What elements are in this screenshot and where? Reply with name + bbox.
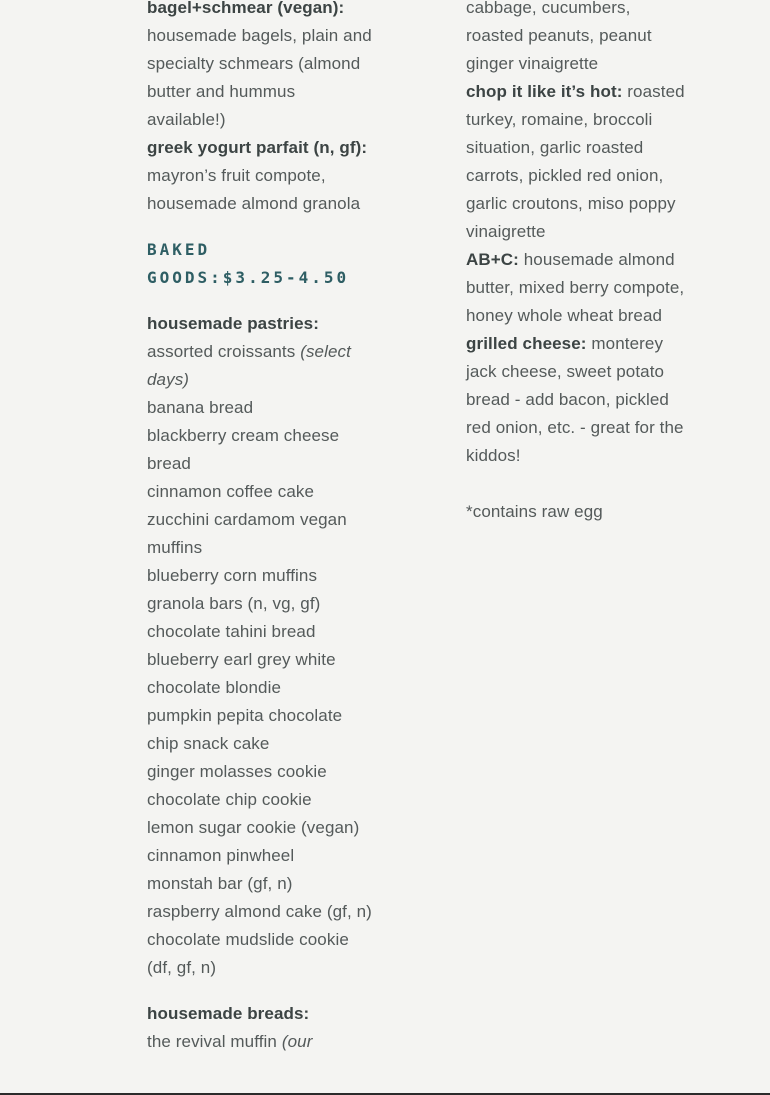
list-item: pumpkin pepita chocolate chip snack cake — [147, 706, 343, 753]
item-description: mayron’s fruit compote, housemade almond granola — [147, 166, 361, 213]
list-item: cinnamon pinwheel — [147, 846, 295, 865]
revival-muffin-note: (our — [281, 1032, 313, 1051]
item-description: housemade almond butter, mixed berry compote, honey whole wheat bread — [466, 250, 685, 325]
list-item: lemon sugar cookie (vegan) — [147, 818, 360, 837]
item-description: monterey jack cheese, sweet potato bread - add bacon, pickled red onion, etc. - great for the kiddos! — [466, 334, 684, 465]
list-item: ginger molasses cookie — [147, 762, 327, 781]
item-name: greek yogurt parfait (n, gf): — [147, 138, 368, 157]
menu-item-abc — [466, 246, 690, 330]
list-item: blueberry corn muffins — [147, 566, 318, 585]
pastry-list — [147, 394, 372, 982]
croissants-text: assorted croissants — [147, 342, 296, 361]
list-item: raspberry almond cake (gf, n) — [147, 902, 372, 921]
spacer — [466, 470, 690, 498]
item-name: chop it like it’s hot: — [466, 82, 623, 101]
revival-muffin-line — [147, 1028, 372, 1056]
item-name: bagel+schmear (vegan): — [147, 0, 345, 17]
menu-item-continuation: cabbage, cucumbers, roasted peanuts, peanut ginger vinaigrette — [466, 0, 652, 73]
list-item: blueberry earl grey white chocolate blondie — [147, 650, 336, 697]
list-item: cinnamon coffee cake — [147, 482, 315, 501]
list-item: granola bars (n, vg, gf) — [147, 594, 321, 613]
item-description: roasted turkey, romaine, broccoli situation, garlic roasted carrots, pickled red onion, garlic croutons, miso poppy vinaigrette — [466, 82, 685, 241]
menu-item-parfait — [147, 134, 372, 218]
croissants-note: (select days) — [147, 342, 351, 389]
list-item: chocolate tahini bread — [147, 622, 316, 641]
right-column — [466, 0, 690, 526]
left-column — [147, 0, 372, 1056]
menu-item-grilled-cheese — [466, 330, 690, 470]
list-item: banana bread — [147, 398, 254, 417]
breads-heading: housemade breads: — [147, 1004, 310, 1023]
menu-item-chop-it — [466, 78, 690, 246]
spacer — [147, 982, 372, 1000]
pastries-heading: housemade pastries: — [147, 314, 319, 333]
list-item: blackberry cream cheese bread — [147, 426, 340, 473]
list-item: monstah bar (gf, n) — [147, 874, 293, 893]
item-description: housemade bagels, plain and specialty schmears (almond butter and hummus available!) — [147, 26, 372, 129]
revival-muffin-text: the revival muffin — [147, 1032, 277, 1051]
list-item: zucchini cardamom vegan muffins — [147, 510, 347, 557]
item-name: grilled cheese: — [466, 334, 587, 353]
list-item: chocolate chip cookie — [147, 790, 312, 809]
raw-egg-footnote: *contains raw egg — [466, 502, 603, 521]
croissants-line — [147, 338, 372, 394]
list-item: chocolate mudslide cookie (df, gf, n) — [147, 930, 349, 977]
menu-item-bagel — [147, 0, 372, 134]
baked-goods-heading: BAKED GOODS:$3.25-4.50 — [147, 240, 350, 287]
item-name: AB+C: — [466, 250, 519, 269]
